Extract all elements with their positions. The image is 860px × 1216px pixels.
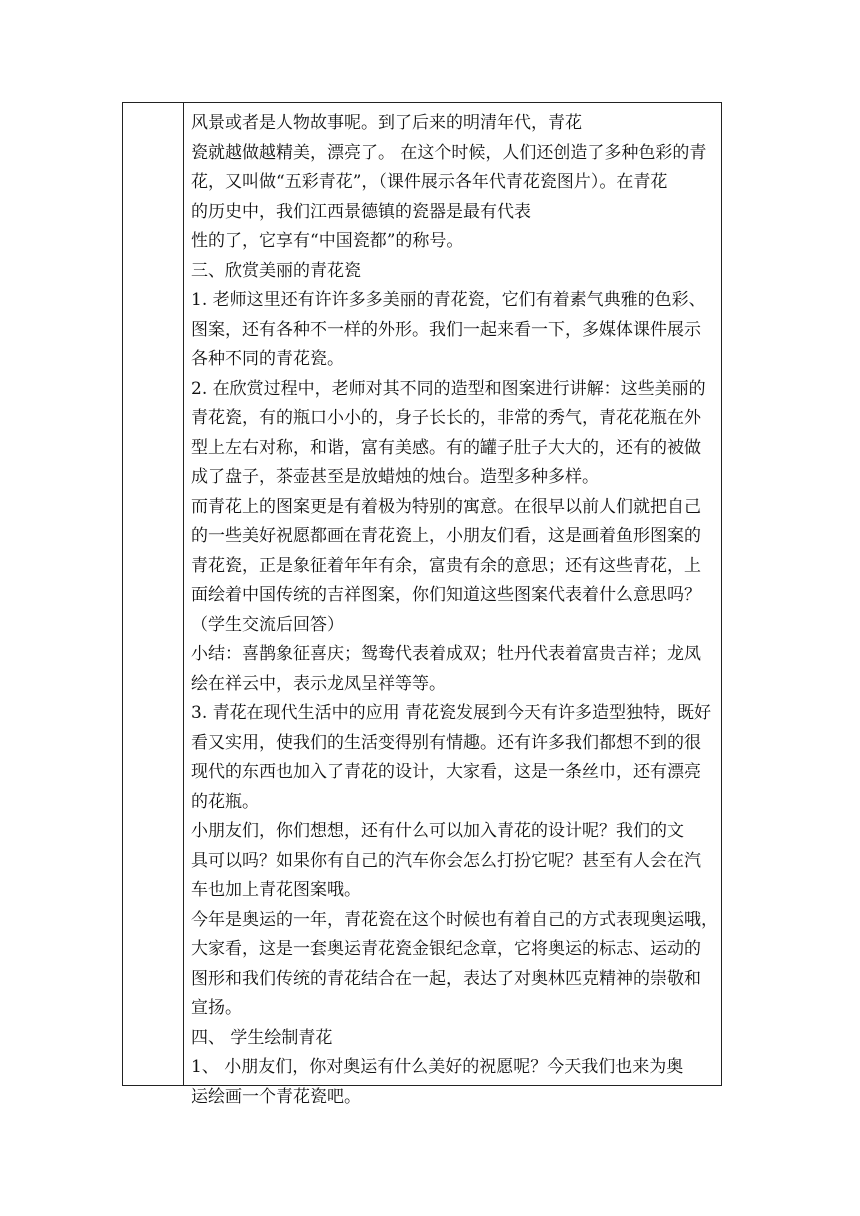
text-line: 瓷就越做越精美，漂亮了。 在这个时候，人们还创造了多种色彩的青 bbox=[191, 142, 707, 163]
text-line: 具可以吗？如果你有自己的汽车你会怎么打扮它呢？甚至有人会在汽 bbox=[191, 850, 701, 871]
text-line: 图案，还有各种不一样的外形。我们一起来看一下，多媒体课件展示 bbox=[191, 319, 701, 340]
text-line: 而青花上的图案更是有着极为特别的寓意。在很早以前人们就把自己 bbox=[191, 496, 701, 517]
text-line: 成了盘子，茶壶甚至是放蜡烛的烛台。造型多种多样。 bbox=[191, 467, 599, 487]
text-line: 3. 青花在现代生活中的应用 青花瓷发展到今天有许多造型独特，既好 bbox=[191, 703, 712, 723]
text-line: 小结：喜鹊象征喜庆；鸳鸯代表着成双；牡丹代表着富贵吉祥；龙凤 bbox=[191, 644, 701, 664]
text-line: 青花瓷，有的瓶口小小的，身子长长的，非常的秀气，青花花瓶在外 bbox=[191, 408, 701, 428]
text-line: 的花瓶。 bbox=[191, 791, 259, 812]
text-line: 宣扬。 bbox=[191, 998, 242, 1018]
text-line: 的历史中，我们江西景德镇的瓷器是最有代表 bbox=[191, 201, 531, 222]
text-line: 1、 小朋友们，你对奥运有什么美好的祝愿呢？今天我们也来为奥 bbox=[191, 1057, 684, 1077]
text-line: 型上左右对称，和谐，富有美感。有的罐子肚子大大的，还有的被做 bbox=[191, 437, 701, 458]
text-line: 面绘着中国传统的吉祥图案，你们知道这些图案代表着什么意思吗？ bbox=[191, 585, 701, 605]
text-line: 风景或者是人物故事呢。到了后来的明清年代，青花 bbox=[191, 113, 582, 133]
text-line: 的一些美好祝愿都画在青花瓷上，小朋友们看，这是画着鱼形图案的 bbox=[191, 526, 701, 546]
text-line: 1. 老师这里还有许许多多美丽的青花瓷，它们有着素气典雅的色彩、 bbox=[191, 290, 706, 310]
text-line: 青花瓷，正是象征着年年有余，富贵有余的意思；还有这些青花，上 bbox=[191, 555, 701, 576]
text-line: 花，又叫做“五彩青花”，（课件展示各年代青花瓷图片）。在青花 bbox=[191, 172, 668, 192]
text-line: 性的了，它享有“中国瓷都”的称号。 bbox=[191, 231, 464, 251]
text-line: 现代的东西也加入了青花的设计，大家看，这是一条丝巾，还有漂亮 bbox=[191, 762, 701, 782]
column-divider bbox=[183, 103, 184, 1085]
text-line: 今年是奥运的一年，青花瓷在这个时候也有着自己的方式表现奥运哦， bbox=[191, 909, 718, 930]
text-line: 图形和我们传统的青花结合在一起，表达了对奥林匹克精神的崇敬和 bbox=[191, 968, 701, 989]
text-line: 大家看，这是一套奥运青花瓷金银纪念章，它将奥运的标志、运动的 bbox=[191, 939, 701, 959]
text-line: 各种不同的青花瓷。 bbox=[191, 349, 344, 369]
text-line: 运绘画一个青花瓷吧。 bbox=[191, 1086, 361, 1107]
text-line: 小朋友们，你们想想，还有什么可以加入青花的设计呢？我们的文 bbox=[191, 821, 684, 841]
section-heading: 三、欣赏美丽的青花瓷 bbox=[191, 260, 361, 281]
lesson-table bbox=[122, 102, 722, 1107]
text-line: 2. 在欣赏过程中，老师对其不同的造型和图案进行讲解：这些美丽的 bbox=[191, 378, 706, 399]
section-heading: 四、 学生绘制青花 bbox=[191, 1027, 333, 1048]
text-line: （学生交流后回答） bbox=[191, 614, 344, 635]
text-line: 看又实用，使我们的生活变得别有情趣。还有许多我们都想不到的很 bbox=[191, 732, 701, 753]
lesson-content bbox=[191, 109, 717, 1112]
text-line: 绘在祥云中，表示龙凤呈祥等等。 bbox=[191, 673, 446, 694]
text-line: 车也加上青花图案哦。 bbox=[191, 880, 361, 900]
